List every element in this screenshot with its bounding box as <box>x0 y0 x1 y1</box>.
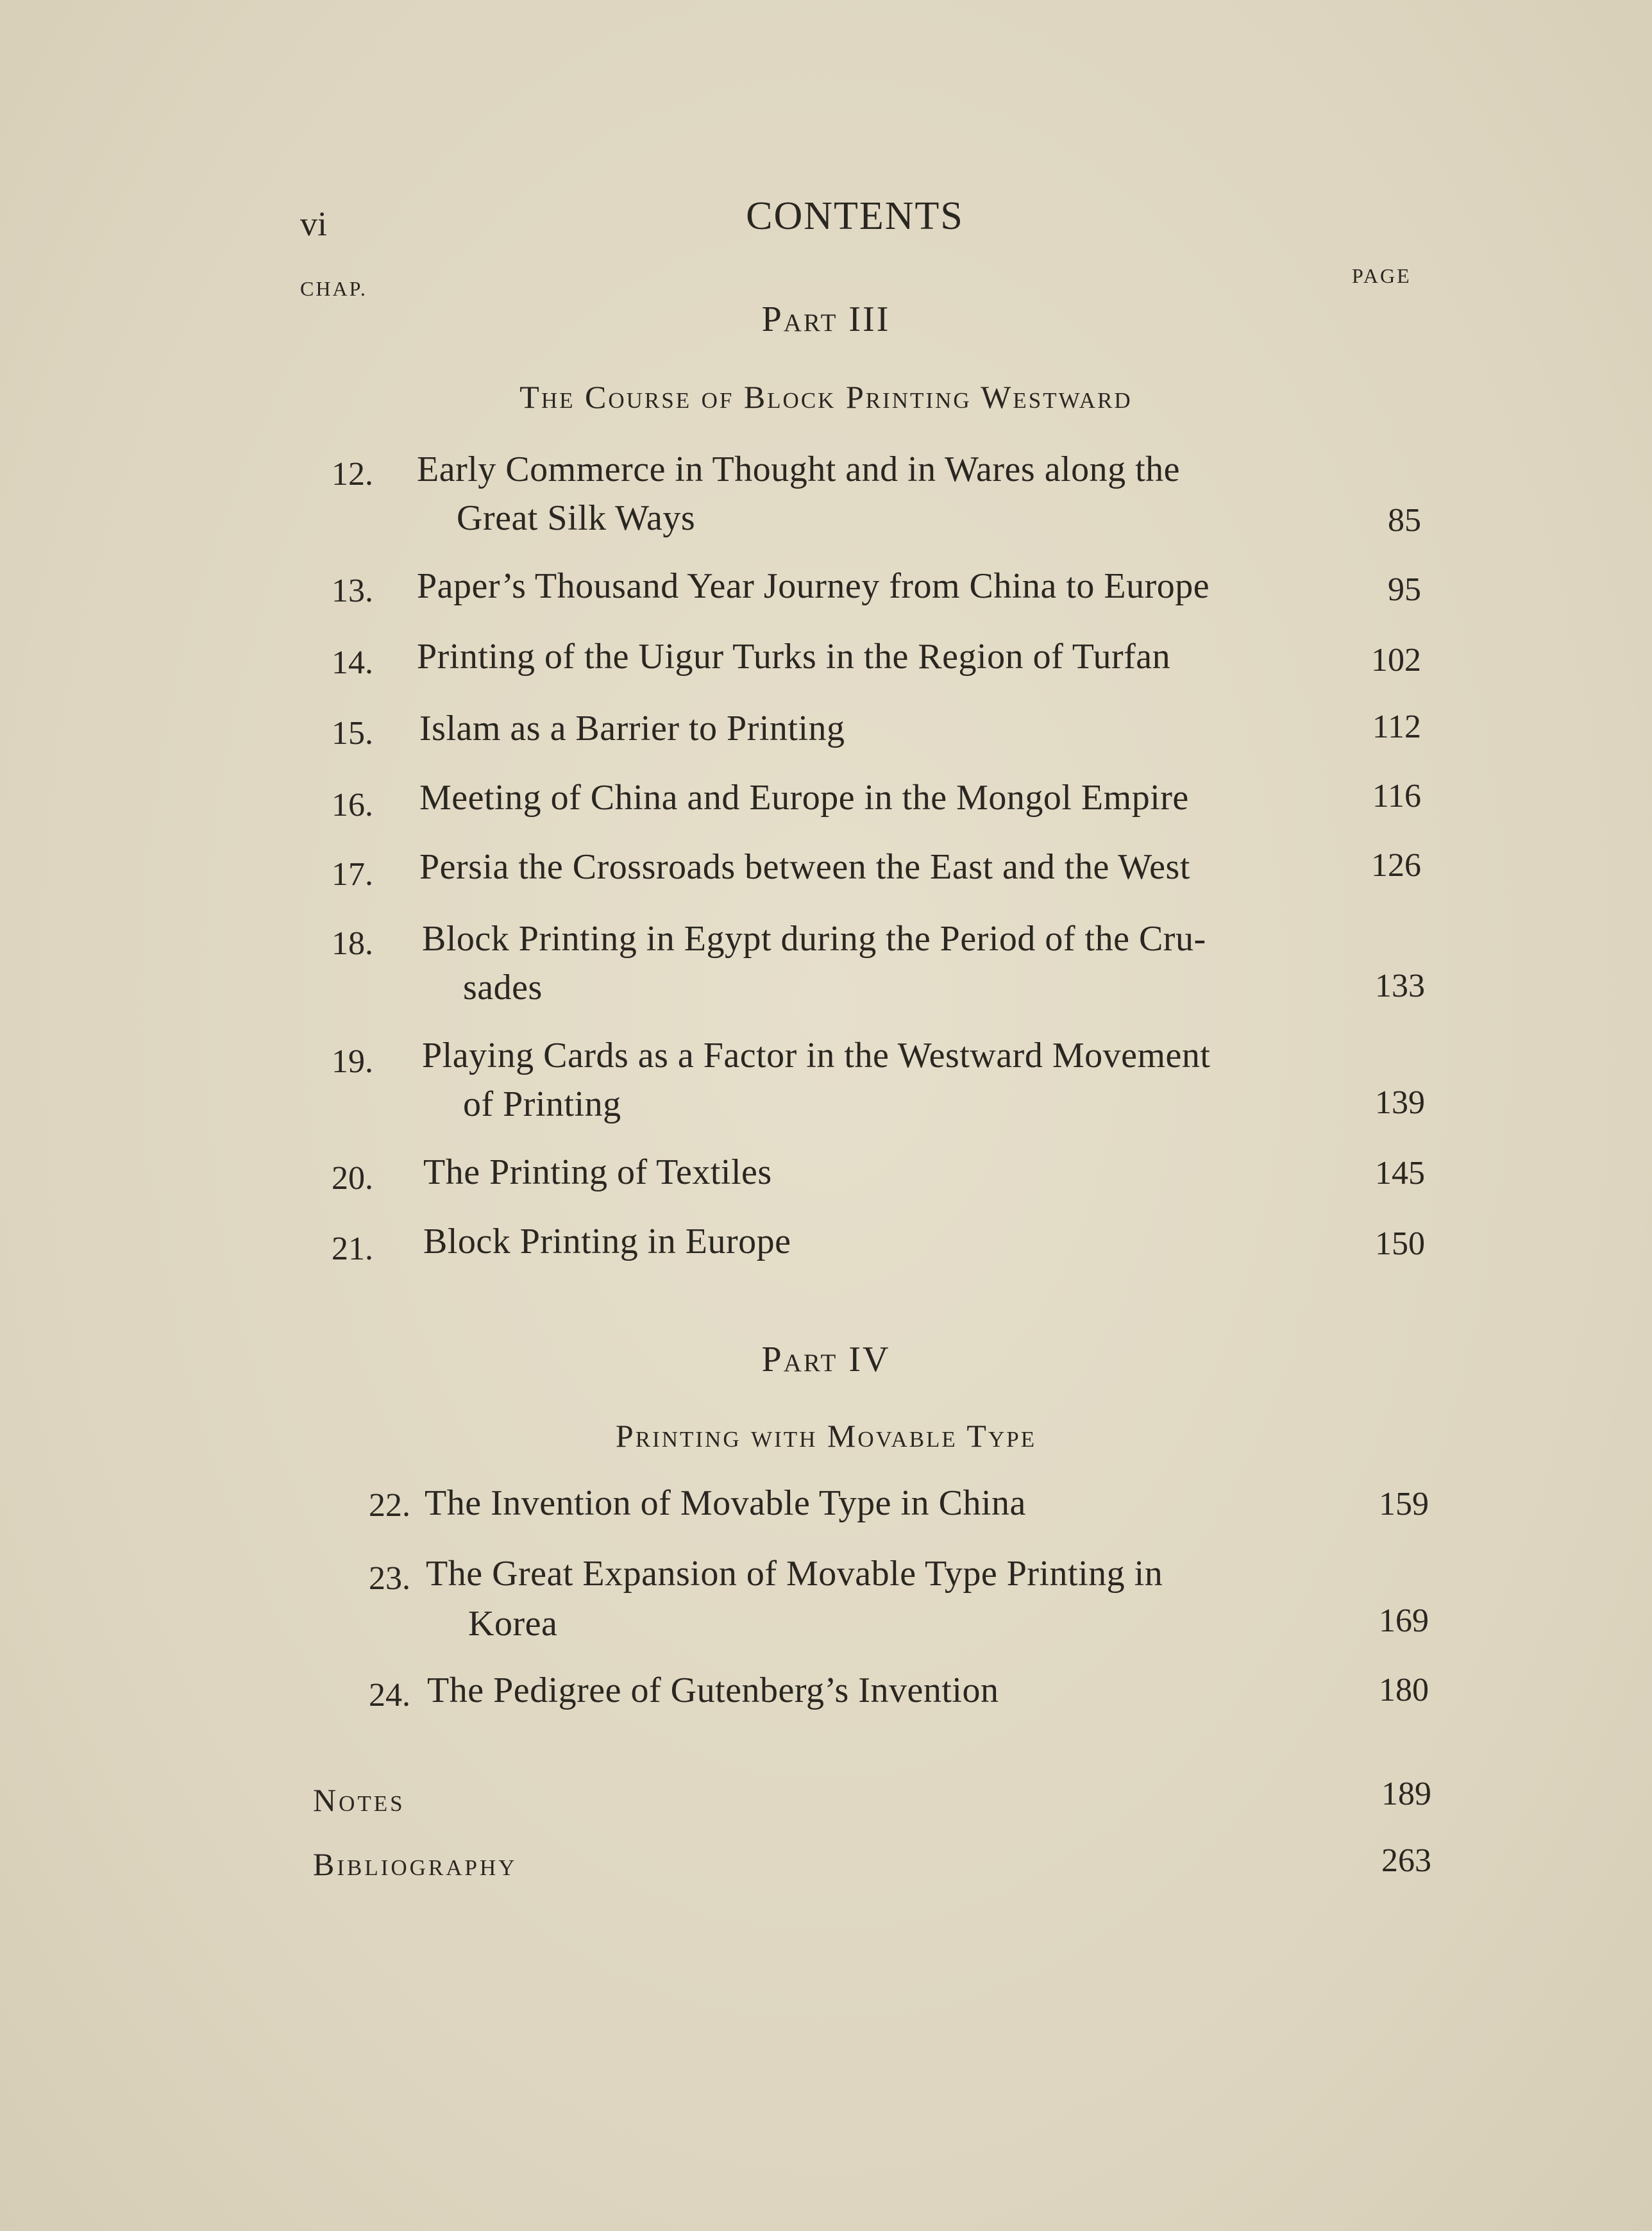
entry-number: 14. <box>332 644 373 681</box>
entry-title: Playing Cards as a Factor in the Westward Movement <box>422 1036 1211 1075</box>
entry-title: Early Commerce in Thought and in Wares along the <box>417 450 1181 489</box>
entry-title: Printing of the Uigur Turks in the Region of Turfan <box>417 637 1171 677</box>
entry-page: 116 <box>1372 778 1421 814</box>
entry-page: 133 <box>1375 968 1425 1004</box>
entry-page: 85 <box>1388 502 1421 539</box>
entry-page: 112 <box>1372 709 1421 745</box>
page-column-label: PAGE <box>1352 264 1412 287</box>
bibliography-page: 263 <box>1381 1842 1431 1879</box>
entry-title-continued: Great Silk Ways <box>457 498 696 538</box>
entry-number: 17. <box>332 856 373 893</box>
entry-title: Islam as a Barrier to Printing <box>419 709 845 748</box>
entry-title: Block Printing in Europe <box>423 1222 791 1261</box>
entry-number: 19. <box>332 1043 373 1080</box>
entry-page: 145 <box>1375 1155 1425 1191</box>
entry-title: Persia the Crossroads between the East and the West <box>419 847 1190 887</box>
entry-number: 18. <box>332 925 373 962</box>
notes-label: Notes <box>313 1782 405 1818</box>
bibliography-label: Bibliography <box>313 1846 518 1882</box>
entry-title: The Invention of Movable Type in China <box>425 1483 1026 1523</box>
entry-title: Paper’s Thousand Year Journey from China to Europe <box>417 566 1210 606</box>
entry-number: 12. <box>332 456 373 493</box>
entry-page: 139 <box>1375 1084 1425 1121</box>
entry-title: The Great Expansion of Movable Type Printing in <box>426 1554 1163 1594</box>
entry-number: 20. <box>332 1160 373 1197</box>
notes-page: 189 <box>1381 1776 1431 1812</box>
entry-title: Meeting of China and Europe in the Mongol Empire <box>419 778 1189 818</box>
entry-number: 16. <box>332 787 373 823</box>
entry-page: 159 <box>1379 1486 1429 1522</box>
entry-number: 21. <box>332 1231 373 1267</box>
chap-column-label: CHAP. <box>300 277 367 300</box>
entry-title: The Printing of Textiles <box>423 1152 772 1192</box>
part-heading: Part IV <box>761 1340 891 1379</box>
entry-title-continued: of Printing <box>463 1084 621 1124</box>
entry-number: 15. <box>332 715 373 752</box>
entry-number: 13. <box>332 573 373 609</box>
running-title: CONTENTS <box>746 194 964 238</box>
section-heading: The Course of Block Printing Westward <box>519 379 1133 415</box>
entry-title-continued: Korea <box>468 1604 558 1644</box>
entry-title: The Pedigree of Gutenberg’s Invention <box>427 1671 999 1710</box>
entry-page: 95 <box>1388 571 1421 608</box>
entry-title: Block Printing in Egypt during the Period of the Cru- <box>422 919 1206 959</box>
section-heading: Printing with Movable Type <box>615 1418 1037 1454</box>
entry-page: 169 <box>1379 1603 1429 1639</box>
entry-page: 102 <box>1371 642 1421 678</box>
entry-page: 150 <box>1375 1225 1425 1262</box>
entry-number: 23. <box>369 1560 410 1597</box>
entry-number: 24. <box>369 1677 410 1713</box>
entry-page: 126 <box>1371 847 1421 884</box>
part-heading: Part III <box>761 299 891 339</box>
entry-page: 180 <box>1379 1672 1429 1708</box>
entry-title-continued: sades <box>463 968 543 1007</box>
page-folio: vi <box>300 205 328 243</box>
entry-number: 22. <box>369 1487 410 1524</box>
